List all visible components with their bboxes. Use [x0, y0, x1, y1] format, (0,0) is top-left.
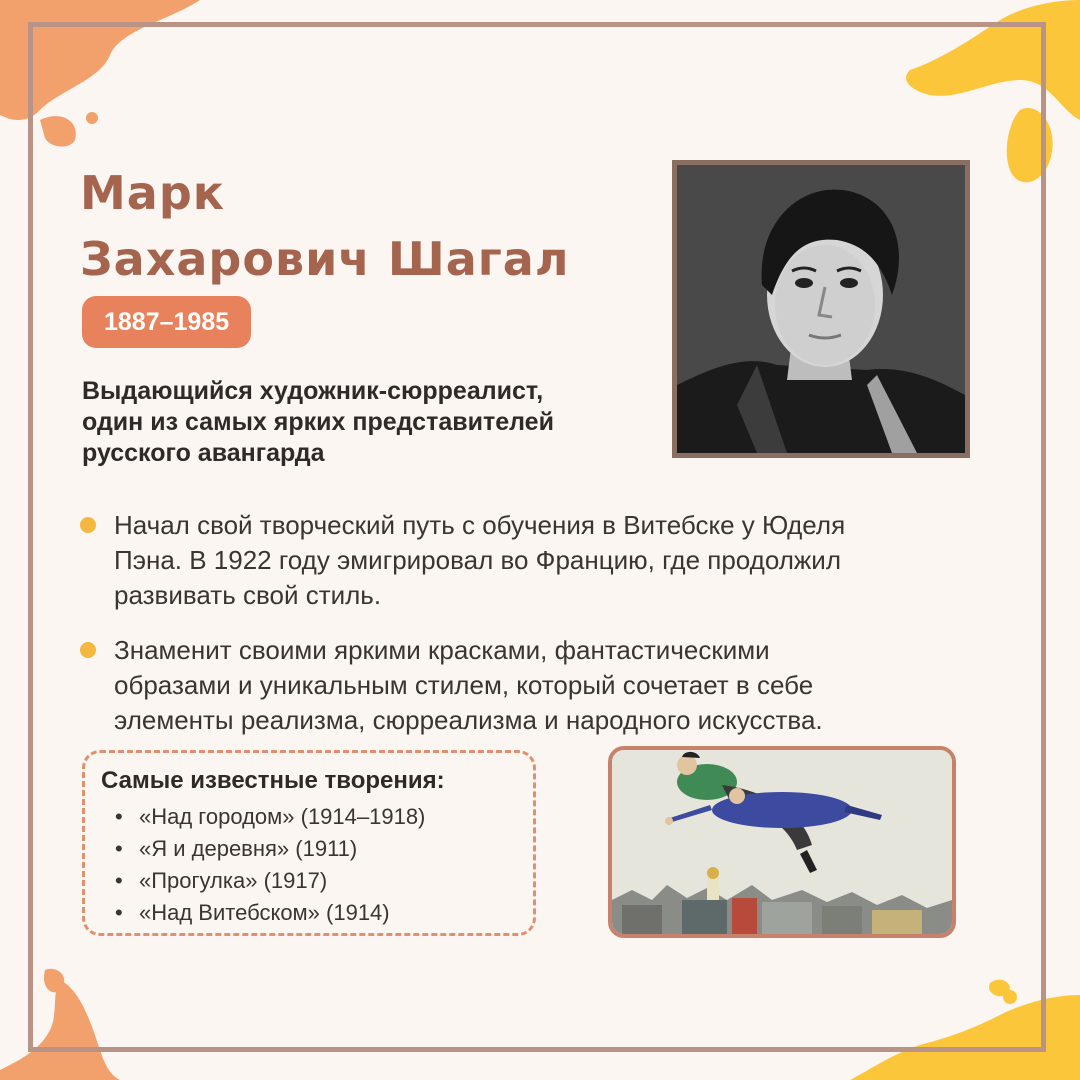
- bullet-line: Начал свой творческий путь с обучения в Витебске у Юделя: [114, 510, 846, 540]
- bullet-item: [80, 508, 1010, 613]
- lead-line-2: один из самых ярких представителей: [82, 408, 554, 436]
- famous-work-item: • «Я и деревня» (1911): [115, 836, 358, 861]
- bullet-line: Пэна. В 1922 году эмигрировал во Францию, где продолжил: [114, 545, 841, 575]
- page-title: [80, 160, 570, 292]
- famous-works-list: [115, 801, 425, 929]
- lead-line-3: русского авангарда: [82, 439, 325, 467]
- title-line-2: Захарович Шагал: [80, 232, 570, 286]
- bullet-line: образами и уникальным стилем, который сочетает в себе: [114, 670, 814, 700]
- bullet-line: развивать свой стиль.: [114, 580, 382, 610]
- bullet-line: элементы реализма, сюрреализма и народного искусства.: [114, 705, 823, 735]
- portrait-photo: [672, 160, 970, 458]
- painting-artwork: [612, 750, 952, 934]
- famous-works-title: Самые известные творения:: [101, 767, 445, 794]
- famous-work-item: • «Прогулка» (1917): [115, 868, 328, 893]
- bullet-text: [114, 633, 1010, 738]
- portrait-image: [677, 165, 965, 453]
- lead-line-1: Выдающийся художник-сюрреалист,: [82, 377, 544, 405]
- years-badge: 1887–1985: [82, 296, 251, 348]
- bullet-line: Знаменит своими яркими красками, фантастическими: [114, 635, 770, 665]
- famous-work-item: • «Над Витебском» (1914): [115, 900, 390, 925]
- bullet-list: [80, 508, 1010, 758]
- bullet-item: [80, 633, 1010, 738]
- title-line-1: Марк: [80, 166, 225, 220]
- famous-work-item: • «Над городом» (1914–1918): [115, 804, 426, 829]
- bullet-dot-icon: [80, 642, 96, 658]
- painting-image: [608, 746, 956, 938]
- lead-text: [82, 376, 642, 469]
- bullet-text: [114, 508, 1010, 613]
- famous-works-box: [82, 750, 536, 936]
- bullet-dot-icon: [80, 517, 96, 533]
